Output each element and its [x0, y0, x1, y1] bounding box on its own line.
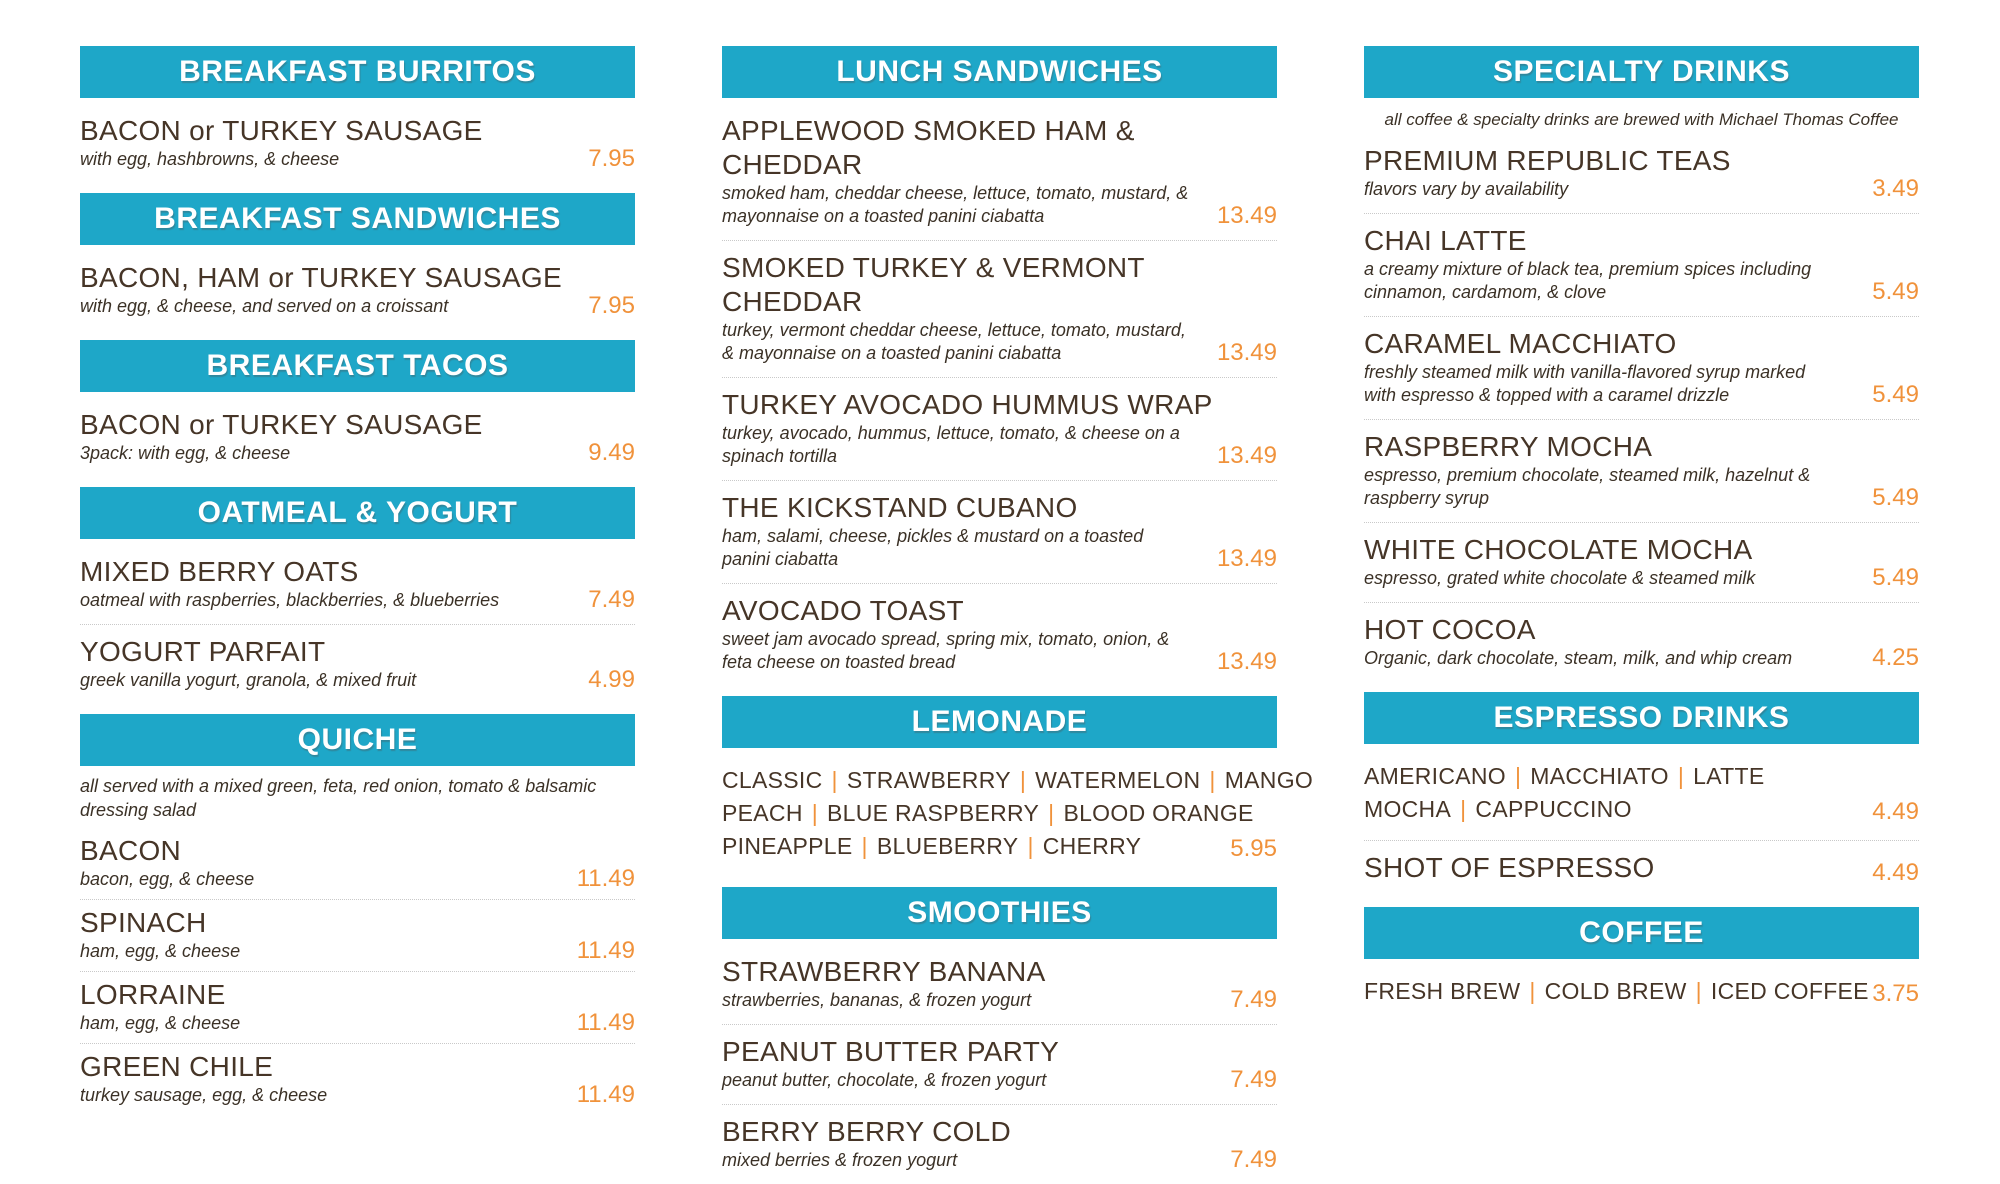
item-price: 13.49 [1216, 648, 1277, 675]
option: WATERMELON | [1035, 767, 1225, 793]
option: STRAWBERRY | [847, 767, 1035, 793]
item-title: APPLEWOOD SMOKED HAM & CHEDDAR [722, 115, 1135, 180]
section-header-lemonade: LEMONADE [722, 696, 1277, 748]
item-price: 4.49 [1872, 798, 1919, 825]
item-price: 13.49 [1216, 339, 1277, 366]
item-desc: ham, salami, cheese, pickles & mustard on a toasted panini ciabatta [722, 526, 1144, 569]
item-desc: turkey, vermont cheddar cheese, lettuce, tomato, mustard, & mayonnaise on a toasted panini ciabatta [722, 320, 1186, 363]
option-line [722, 797, 1277, 830]
item-title: TURKEY AVOCADO HUMMUS WRAP [722, 389, 1213, 420]
item-desc: sweet jam avocado spread, spring mix, tomato, onion, & feta cheese on toasted bread [722, 629, 1170, 672]
item-price: 5.49 [1872, 564, 1919, 591]
item-title: PEANUT BUTTER PARTY [722, 1036, 1060, 1067]
item-title: PREMIUM REPUBLIC TEAS [1364, 145, 1731, 176]
column-breakfast [80, 46, 635, 1184]
section-header-breakfast-sandwiches: BREAKFAST SANDWICHES [80, 193, 635, 245]
item-title: BACON or TURKEY SAUSAGE [80, 409, 483, 440]
item-desc: freshly steamed milk with vanilla-flavored syrup marked with espresso & topped with a caramel drizzle [1364, 362, 1806, 405]
item-desc: a creamy mixture of black tea, premium spices including cinnamon, cardamom, & clove [1364, 259, 1812, 302]
option-line [1364, 793, 1919, 826]
item-desc: espresso, premium chocolate, steamed milk, hazelnut & raspberry syrup [1364, 465, 1811, 508]
item-title: SPINACH [80, 907, 207, 938]
section-header-smoothies: SMOOTHIES [722, 887, 1277, 939]
menu-item-turkey-avocado-hummus-wrap [722, 378, 1277, 481]
option: BLUEBERRY | [877, 833, 1043, 859]
item-price: 3.49 [1872, 175, 1919, 202]
section-header-breakfast-burritos: BREAKFAST BURRITOS [80, 46, 635, 98]
option: AMERICANO | [1364, 763, 1530, 789]
menu-item-quiche-green-chile [80, 1044, 635, 1115]
drink-list-espresso [1364, 750, 1919, 841]
item-price: 11.49 [576, 865, 635, 892]
item-desc: espresso, grated white chocolate & steamed milk [1364, 568, 1756, 588]
menu-item-quiche-lorraine [80, 972, 635, 1044]
item-price: 4.99 [588, 666, 635, 693]
item-title: LORRAINE [80, 979, 226, 1010]
item-desc: oatmeal with raspberries, blackberries, & blueberries [80, 590, 500, 610]
drink-list-coffee [1364, 965, 1919, 1022]
menu-item-yogurt-parfait [80, 625, 635, 704]
option: FRESH BREW | [1364, 978, 1545, 1004]
item-price: 11.49 [576, 1009, 635, 1036]
item-price: 13.49 [1216, 442, 1277, 469]
item-title: BACON, HAM or TURKEY SAUSAGE [80, 262, 562, 293]
item-price: 5.95 [1230, 835, 1277, 862]
section-header-lunch-sandwiches: LUNCH SANDWICHES [722, 46, 1277, 98]
menu-item-avocado-toast [722, 584, 1277, 686]
option-line [722, 764, 1314, 797]
item-desc: ham, egg, & cheese [80, 1013, 241, 1033]
item-title: SMOKED TURKEY & VERMONT CHEDDAR [722, 252, 1145, 317]
item-price: 7.95 [588, 145, 635, 172]
section-header-specialty-drinks: SPECIALTY DRINKS [1364, 46, 1919, 98]
item-price: 7.49 [1230, 986, 1277, 1013]
option: MANGO [1224, 767, 1314, 793]
option: ICED COFFEE [1710, 978, 1869, 1004]
option: MACCHIATO | [1530, 763, 1693, 789]
option: BLOOD ORANGE [1063, 800, 1254, 826]
item-price: 13.49 [1216, 202, 1277, 229]
item-title: THE KICKSTAND CUBANO [722, 492, 1078, 523]
section-header-espresso-drinks: ESPRESSO DRINKS [1364, 692, 1919, 744]
option-line [722, 830, 1277, 863]
item-desc: turkey, avocado, hummus, lettuce, tomato, & cheese on a spinach tortilla [722, 423, 1180, 466]
item-title: YOGURT PARFAIT [80, 636, 326, 667]
section-header-quiche: QUICHE [80, 714, 635, 766]
section-header-coffee: COFFEE [1364, 907, 1919, 959]
column-lunch-drinks [722, 46, 1314, 1184]
item-title: HOT COCOA [1364, 614, 1536, 645]
menu-item-peanut-butter-party [722, 1025, 1277, 1105]
option: CHERRY [1042, 833, 1142, 859]
item-desc: turkey sausage, egg, & cheese [80, 1085, 328, 1105]
menu-item-kickstand-cubano [722, 481, 1277, 584]
item-desc: smoked ham, cheddar cheese, lettuce, tomato, mustard, & mayonnaise on a toasted panini ciabatta [722, 183, 1189, 226]
menu-item-shot-of-espresso [1364, 841, 1919, 897]
option: PEACH | [722, 800, 827, 826]
menu-item-raspberry-mocha [1364, 420, 1919, 523]
item-desc: bacon, egg, & cheese [80, 869, 255, 889]
menu-item-quiche-bacon [80, 828, 635, 900]
option: MOCHA | [1364, 796, 1475, 822]
item-title: GREEN CHILE [80, 1051, 274, 1082]
item-desc: flavors vary by availability [1364, 179, 1569, 199]
item-title: SHOT OF ESPRESSO [1364, 852, 1655, 883]
menu-item-strawberry-banana [722, 945, 1277, 1025]
item-price: 5.49 [1872, 484, 1919, 511]
item-price: 7.49 [1230, 1146, 1277, 1173]
quiche-note: all served with a mixed green, feta, red onion, tomato & balsamic dressing salad [80, 776, 597, 820]
item-price: 11.49 [576, 1081, 635, 1108]
specialty-drinks-note: all coffee & specialty drinks are brewed with Michael Thomas Coffee [1384, 110, 1899, 129]
item-desc: with egg, & cheese, and served on a croissant [80, 296, 449, 316]
column-coffee-drinks [1364, 46, 1919, 1184]
flavor-list-lemonade [722, 754, 1314, 877]
item-title: MIXED BERRY OATS [80, 556, 359, 587]
section-header-oatmeal-yogurt: OATMEAL & YOGURT [80, 487, 635, 539]
menu-item-breakfast-burrito [80, 104, 635, 183]
menu-item-berry-berry-cold [722, 1105, 1277, 1184]
menu-item-white-chocolate-mocha [1364, 523, 1919, 603]
section-header-breakfast-tacos: BREAKFAST TACOS [80, 340, 635, 392]
option: CAPPUCCINO [1475, 796, 1632, 822]
menu-item-mixed-berry-oats [80, 545, 635, 625]
item-title: BACON [80, 835, 182, 866]
item-price: 5.49 [1872, 278, 1919, 305]
item-price: 4.49 [1872, 859, 1919, 886]
menu-item-smoked-turkey-vermont-cheddar [722, 241, 1277, 378]
item-price: 9.49 [588, 439, 635, 466]
item-title: WHITE CHOCOLATE MOCHA [1364, 534, 1753, 565]
item-desc: strawberries, bananas, & frozen yogurt [722, 990, 1032, 1010]
option: CLASSIC | [722, 767, 847, 793]
item-desc: 3pack: with egg, & cheese [80, 443, 291, 463]
item-title: STRAWBERRY BANANA [722, 956, 1046, 987]
option: PINEAPPLE | [722, 833, 877, 859]
option-line [1364, 760, 1919, 793]
menu-item-caramel-macchiato [1364, 317, 1919, 420]
menu-item-premium-republic-teas [1364, 134, 1919, 214]
item-title: RASPBERRY MOCHA [1364, 431, 1653, 462]
item-price: 7.49 [588, 586, 635, 613]
item-title: AVOCADO TOAST [722, 595, 964, 626]
option: BLUE RASPBERRY | [827, 800, 1063, 826]
item-price: 7.49 [1230, 1066, 1277, 1093]
menu-item-breakfast-sandwich [80, 251, 635, 330]
menu-item-hot-cocoa [1364, 603, 1919, 682]
item-title: CARAMEL MACCHIATO [1364, 328, 1677, 359]
menu-item-applewood-ham-cheddar [722, 104, 1277, 241]
item-desc: mixed berries & frozen yogurt [722, 1150, 958, 1170]
option: LATTE [1693, 763, 1765, 789]
item-title: BERRY BERRY COLD [722, 1116, 1012, 1147]
menu-item-chai-latte [1364, 214, 1919, 317]
option: COLD BREW | [1545, 978, 1711, 1004]
item-desc: Organic, dark chocolate, steam, milk, and whip cream [1364, 648, 1793, 668]
item-price: 7.95 [588, 292, 635, 319]
item-title: CHAI LATTE [1364, 225, 1527, 256]
item-price: 13.49 [1216, 545, 1277, 572]
item-desc: peanut butter, chocolate, & frozen yogurt [722, 1070, 1047, 1090]
item-price: 11.49 [576, 937, 635, 964]
item-title: BACON or TURKEY SAUSAGE [80, 115, 483, 146]
menu-item-quiche-spinach [80, 900, 635, 972]
menu-item-breakfast-tacos [80, 398, 635, 477]
item-price: 4.25 [1872, 644, 1919, 671]
item-desc: greek vanilla yogurt, granola, & mixed fruit [80, 670, 417, 690]
item-desc: ham, egg, & cheese [80, 941, 241, 961]
item-price: 3.75 [1872, 980, 1919, 1007]
item-price: 5.49 [1872, 381, 1919, 408]
item-desc: with egg, hashbrowns, & cheese [80, 149, 340, 169]
option-line [1364, 975, 1919, 1008]
